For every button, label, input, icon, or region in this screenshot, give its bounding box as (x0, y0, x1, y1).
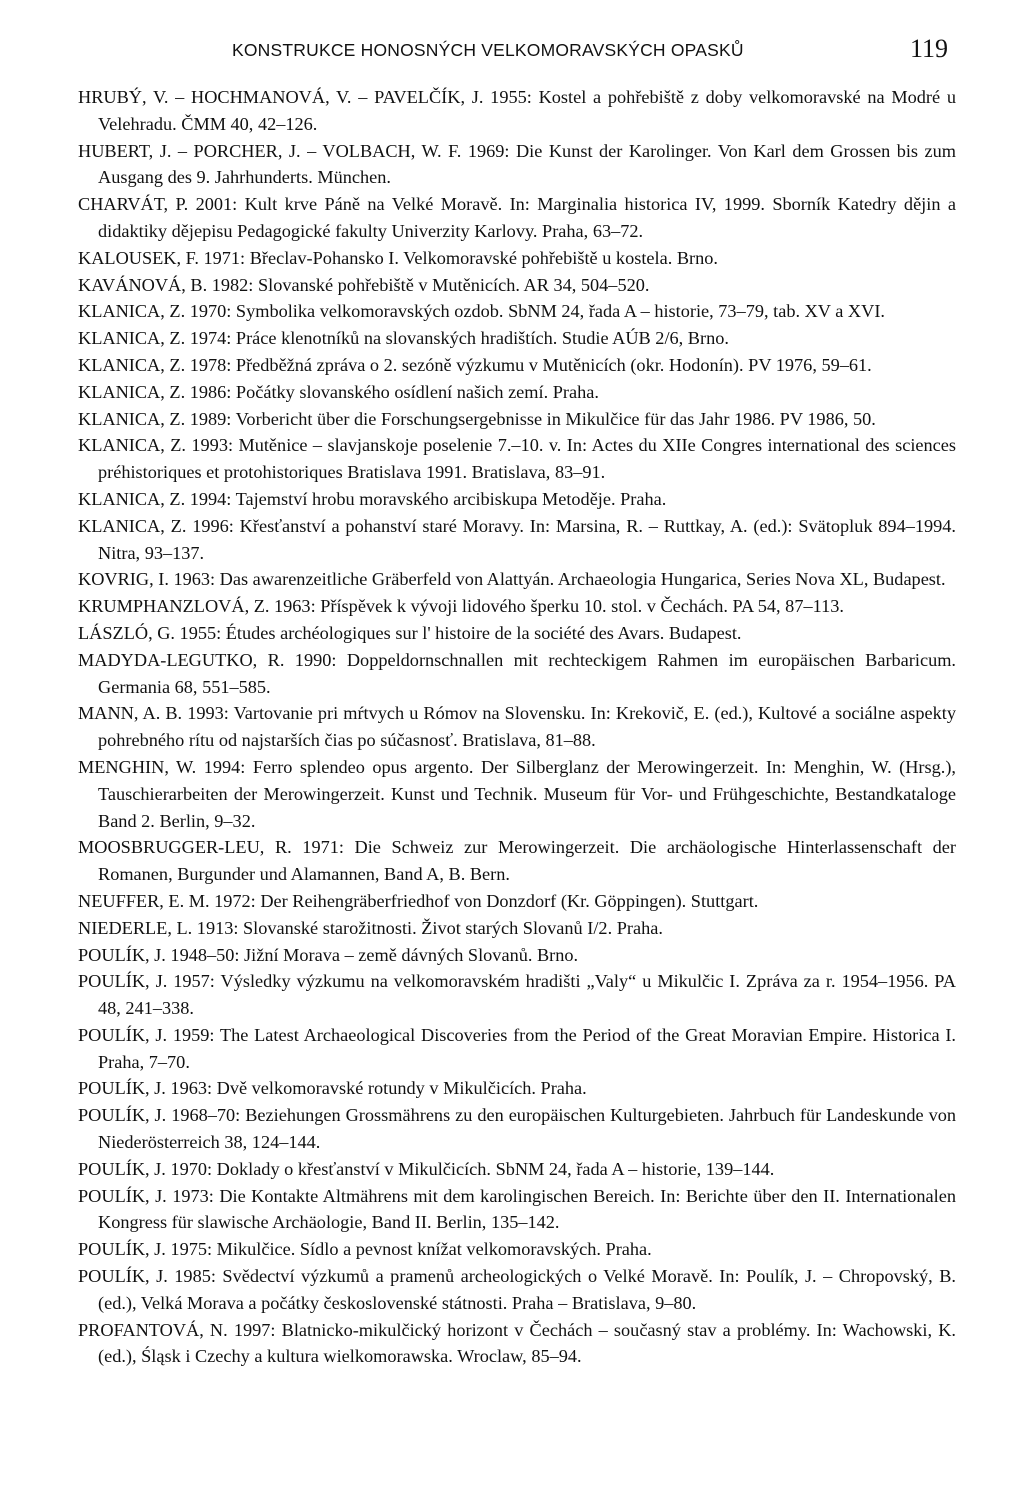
bibliography-list (78, 84, 956, 1370)
bibliography-entry: POULÍK, J. 1948–50: Jižní Morava – země dávných Slovanů. Brno. (78, 944, 579, 965)
bibliography-entry: MENGHIN, W. 1994: Ferro splendeo opus argento. Der Silberglanz der Merowingerzeit. In: Menghin, W. (Hrsg.), Tauschierarbeiten der Merowingerzeit. Kunst und Technik. Museum für Vor- und Frühgeschichte, Bestandkataloge Band 2. Berlin, 9–32. (78, 756, 956, 831)
bibliography-entry: POULÍK, J. 1975: Mikulčice. Sídlo a pevnost knížat velkomoravských. Praha. (78, 1239, 652, 1260)
bibliography-entry: KLANICA, Z. 1970: Symbolika velkomoravských ozdob. SbNM 24, řada A – historie, 73–79, tab. XV a XVI. (78, 301, 885, 322)
bibliography-entry: HUBERT, J. – PORCHER, J. – VOLBACH, W. F. 1969: Die Kunst der Karolinger. Von Karl dem Grossen bis zum Ausgang des 9. Jahrhunderts. München. (78, 140, 956, 188)
bibliography-entry: POULÍK, J. 1957: Výsledky výzkumu na velkomoravském hradišti „Valy“ u Mikulčic I. Zpráva za r. 1954–1956. PA 48, 241–338. (78, 971, 956, 1019)
bibliography-entry: KLANICA, Z. 1993: Mutěnice – slavjanskoje poselenie 7.–10. v. In: Actes du XIIe Congres international des sciences préhistoriques et protohistoriques Bratislava 1991. Bratislava, 83–91. (78, 435, 956, 483)
bibliography-entry: KLANICA, Z. 1989: Vorbericht über die Forschungsergebnisse in Mikulčice für das Jahr 1986. PV 1986, 50. (78, 408, 876, 429)
bibliography-entry: POULÍK, J. 1959: The Latest Archaeological Discoveries from the Period of the Great Moravian Empire. Historica I. Praha, 7–70. (78, 1024, 956, 1072)
bibliography-entry: KLANICA, Z. 1996: Křesťanství a pohanství staré Moravy. In: Marsina, R. – Ruttkay, A. (ed.): Svätopluk 894–1994. Nitra, 93–137. (78, 515, 956, 563)
bibliography-entry: MADYDA-LEGUTKO, R. 1990: Doppeldornschnallen mit rechteckigem Rahmen im europäischen Barbaricum. Germania 68, 551–585. (78, 649, 956, 697)
bibliography-entry: POULÍK, J. 1968–70: Beziehungen Grossmährens zu den europäischen Kulturgebieten. Jahrbuch für Landeskunde von Niederösterreich 38, 124–144. (78, 1105, 956, 1153)
document-page (78, 30, 956, 1370)
bibliography-entry: NEUFFER, E. M. 1972: Der Reihengräberfriedhof von Donzdorf (Kr. Göppingen). Stuttgart. (78, 890, 759, 911)
bibliography-entry: POULÍK, J. 1963: Dvě velkomoravské rotundy v Mikulčicích. Praha. (78, 1078, 587, 1099)
running-title: KONSTRUKCE HONOSNÝCH VELKOMORAVSKÝCH OPASKŮ (232, 40, 744, 60)
bibliography-entry: KOVRIG, I. 1963: Das awarenzeitliche Gräberfeld von Alattyán. Archaeologia Hungarica, Series Nova XL, Budapest. (78, 569, 946, 590)
bibliography-entry: KLANICA, Z. 1978: Předběžná zpráva o 2. sezóně výzkumu v Mutěnicích (okr. Hodonín). PV 1976, 59–61. (78, 354, 872, 375)
bibliography-entry: NIEDERLE, L. 1913: Slovanské starožitnosti. Život starých Slovanů I/2. Praha. (78, 917, 663, 938)
bibliography-entry: POULÍK, J. 1970: Doklady o křesťanství v Mikulčicích. SbNM 24, řada A – historie, 139–144. (78, 1158, 775, 1179)
bibliography-entry: POULÍK, J. 1985: Svědectví výzkumů a pramenů archeologických o Velké Moravě. In: Poulík, J. – Chropovský, B. (ed.), Velká Morava a počátky československé státnosti. Praha – Bratislava, 9–80. (78, 1266, 956, 1313)
bibliography-entry: PROFANTOVÁ, N. 1997: Blatnicko-mikulčický horizont v Čechách – současný stav a problémy. In: Wachowski, K. (ed.), Śląsk i Czechy a kultura wielkomorawska. Wroclaw, 85–94. (78, 1319, 956, 1367)
bibliography-entry: KLANICA, Z. 1986: Počátky slovanského osídlení našich zemí. Praha. (78, 381, 599, 402)
bibliography-entry: MANN, A. B. 1993: Vartovanie pri mŕtvych u Rómov na Slovensku. In: Krekovič, E. (ed.), Kultové a sociálne aspekty pohrebného rítu od najstarších čias po súčasnosť. Bratislava, 81–88. (78, 703, 956, 751)
running-header (78, 30, 956, 70)
bibliography-entry: KLANICA, Z. 1974: Práce klenotníků na slovanských hradištích. Studie AÚB 2/6, Brno. (78, 328, 729, 349)
page-number: 119 (909, 34, 948, 63)
bibliography-entry: HRUBÝ, V. – HOCHMANOVÁ, V. – PAVELČÍK, J. 1955: Kostel a pohřebiště z doby velkomoravské na Modré u Velehradu. ČMM 40, 42–126. (78, 87, 956, 134)
bibliography-entry: MOOSBRUGGER-LEU, R. 1971: Die Schweiz zur Merowingerzeit. Die archäologische Hinterlassenschaft der Romanen, Burgunder und Alamannen, Band A, B. Bern. (78, 837, 956, 885)
bibliography-entry: KLANICA, Z. 1994: Tajemství hrobu moravského arcibiskupa Metoděje. Praha. (78, 488, 667, 509)
bibliography-entry: KAVÁNOVÁ, B. 1982: Slovanské pohřebiště v Mutěnicích. AR 34, 504–520. (78, 274, 650, 295)
bibliography-entry: KRUMPHANZLOVÁ, Z. 1963: Příspěvek k vývoji lidového šperku 10. stol. v Čechách. PA 54, 87–113. (78, 596, 844, 617)
bibliography-entry: LÁSZLÓ, G. 1955: Études archéologiques sur l' histoire de la société des Avars. Budapest. (78, 622, 742, 643)
bibliography-entry: KALOUSEK, F. 1971: Břeclav-Pohansko I. Velkomoravské pohřebiště u kostela. Brno. (78, 247, 718, 268)
bibliography-entry: CHARVÁT, P. 2001: Kult krve Páně na Velké Moravě. In: Marginalia historica IV, 1999. Sborník Katedry dějin a didaktiky dějepisu Pedagogické fakulty Univerzity Karlovy. Praha, 63–72. (78, 194, 956, 241)
bibliography-entry: POULÍK, J. 1973: Die Kontakte Altmährens mit dem karolingischen Bereich. In: Berichte über den II. Internationalen Kongress für slawische Archäologie, Band II. Berlin, 135–142. (78, 1185, 956, 1233)
